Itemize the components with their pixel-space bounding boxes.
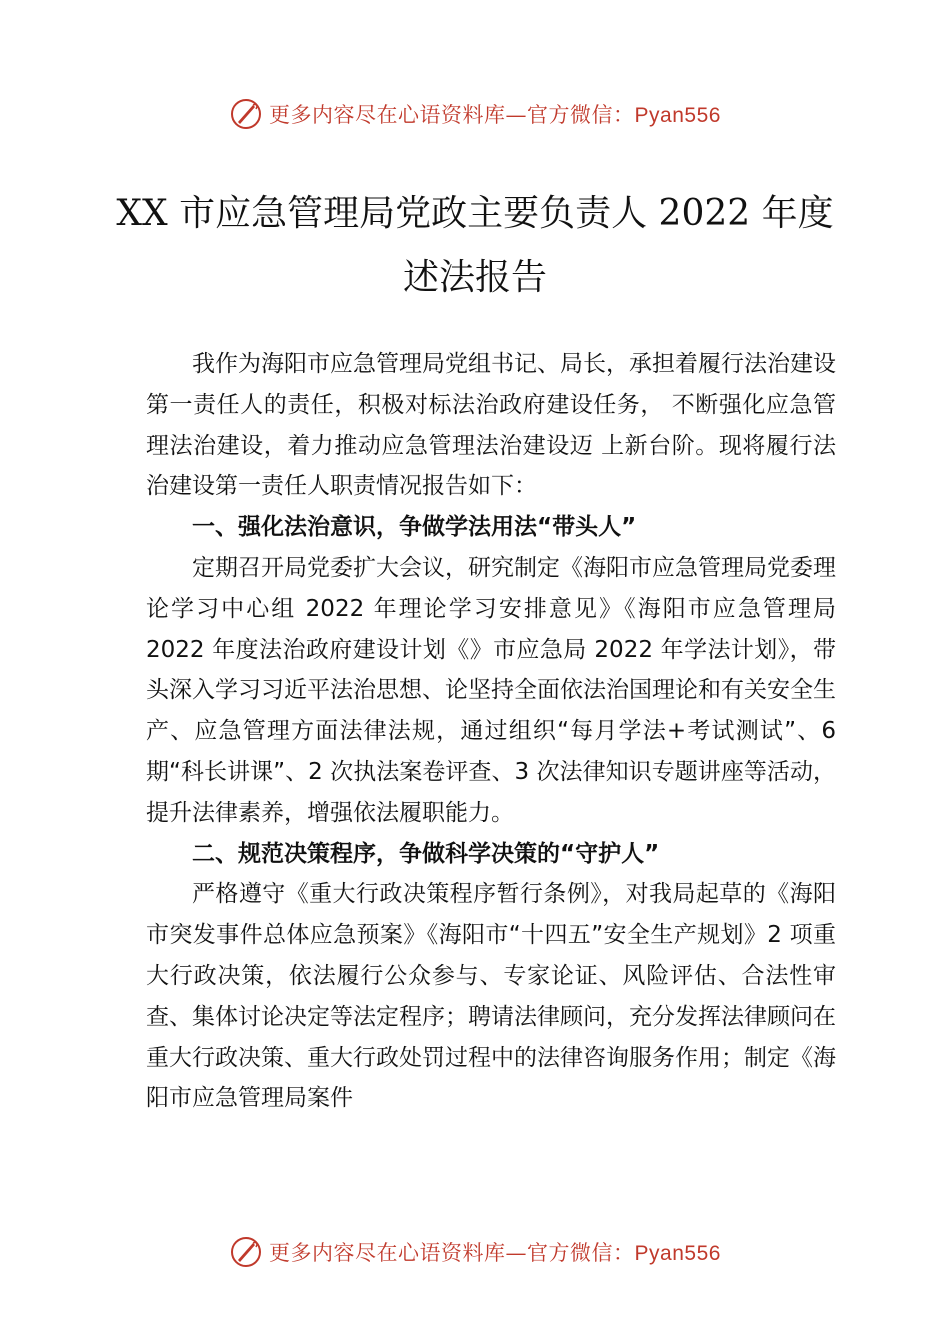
watermark-header — [0, 94, 950, 134]
watermark-wechat-label: 官方微信： — [527, 103, 635, 127]
section1-paragraph: 定期召开局党委扩大会议，研究制定《海阳市应急管理局党委理论学习中心组 2022 年理论学习安排意见》《海阳市应急管理局 2022 年度法治政府建设计划《》市应急局 2022 年学法计划》，带头深入学习习近平法治思想、论坚持全面依法治国理论和有关安全生产、应急管理方面法律法规，通过组织“每月学法+考试测试”、6 期“科长讲课”、2 次执法案卷评查、3 次法律知识专题讲座等活动，提升法律素养，增强依法履职能力。 — [146, 554, 836, 826]
watermark-text — [269, 1237, 721, 1267]
watermark-wechat-label: 官方微信： — [527, 1241, 635, 1265]
watermark-separator: — — [505, 1241, 528, 1265]
watermark-brand: 更多内容尽在心语资料库 — [269, 1241, 506, 1265]
document-body — [146, 344, 836, 1119]
document-title: XX 市应急管理局党政主要负责人 2022 年度述法报告 — [116, 193, 834, 298]
watermark-text — [269, 99, 721, 129]
quill-circle-icon — [229, 97, 263, 131]
watermark-separator: — — [505, 103, 528, 127]
watermark-account: Pyan556 — [634, 1242, 721, 1265]
section1-heading: 一、强化法治意识，争做学法用法“带头人” — [192, 514, 637, 541]
intro-paragraph: 我作为海阳市应急管理局党组书记、局长，承担着履行法治建设第一责任人的责任，积极对标法治政府建设任务， 不断强化应急管理法治建设，着力推动应急管理法治建设迈 上新台阶。现将履行法治建设第一责任人职责情况报告如下： — [146, 351, 836, 500]
section2-paragraph: 严格遵守《重大行政决策程序暂行条例》，对我局起草的《海阳市突发事件总体应急预案》《海阳市“十四五”安全生产规划》2 项重大行政决策，依法履行公众参与、专家论证、风险评估、合法性审查、集体讨论决定等法定程序；聘请法律顾问，充分发挥法律顾问在重大行政决策、重大行政处罚过程中的法律咨询服务作用；制定《海阳市应急管理局案件 — [146, 881, 836, 1112]
watermark-footer — [0, 1232, 950, 1272]
quill-circle-icon — [229, 1235, 263, 1269]
watermark-brand: 更多内容尽在心语资料库 — [269, 103, 506, 127]
watermark-account: Pyan556 — [634, 104, 721, 127]
section2-heading: 二、规范决策程序，争做科学决策的“守护人” — [192, 840, 660, 867]
